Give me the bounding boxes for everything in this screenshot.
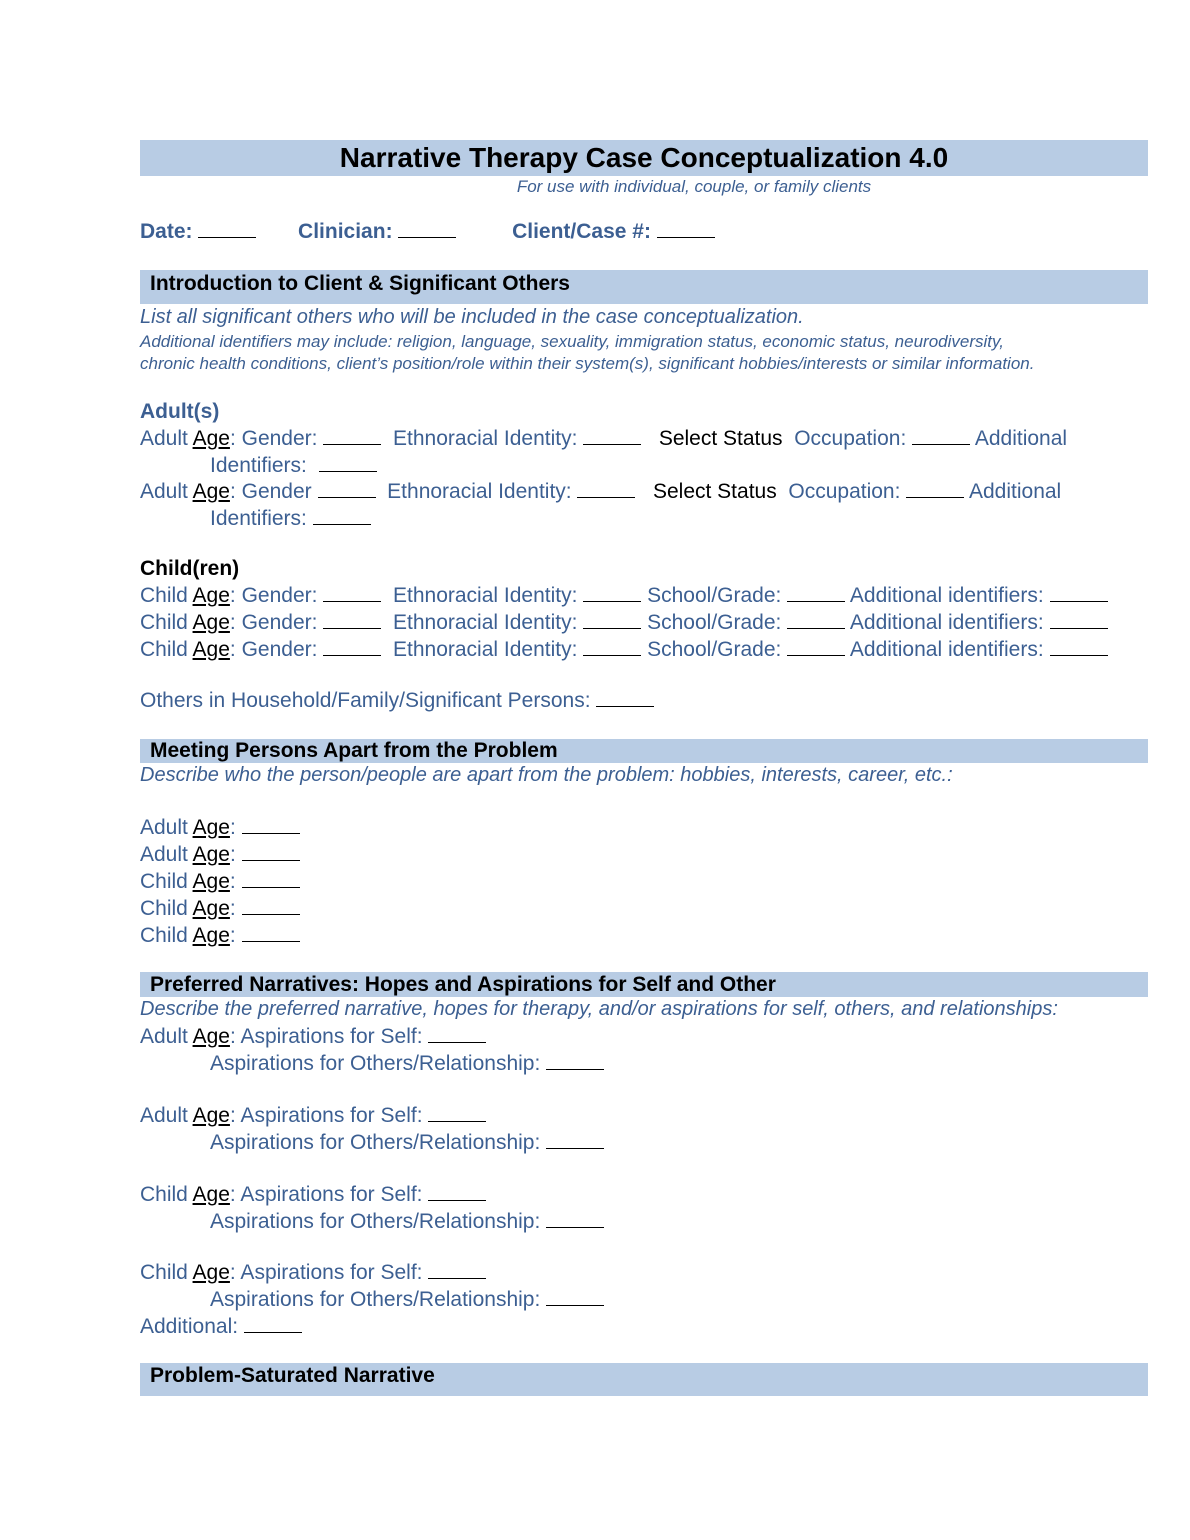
additional-label: Additional:	[140, 1315, 239, 1338]
preferred-row-2-others	[210, 1129, 604, 1156]
children-heading: Child(ren)	[140, 557, 240, 580]
clinician-label: Clinician:	[298, 220, 393, 243]
age-field[interactable]: Age	[192, 897, 230, 920]
document-subtitle: For use with individual, couple, or family clients	[516, 177, 872, 196]
self-field[interactable]	[428, 1182, 486, 1201]
colon: :	[229, 816, 236, 839]
intro-heading: Introduction to Client & Significant Others	[150, 272, 570, 295]
preferred-row-4-others	[210, 1286, 604, 1313]
others-label: Aspirations for Others/Relationship:	[210, 1131, 541, 1154]
self-field[interactable]	[428, 1260, 486, 1279]
row-label: Child	[140, 924, 188, 947]
apart-field[interactable]	[242, 923, 300, 942]
occupation-label: Occupation:	[794, 427, 907, 450]
case-field[interactable]	[657, 219, 715, 238]
age-field[interactable]: Age	[192, 638, 230, 661]
identifiers-field[interactable]	[319, 453, 377, 472]
row-label: Adult	[140, 1104, 188, 1127]
age-field[interactable]: Age	[192, 870, 230, 893]
others-field[interactable]	[546, 1130, 604, 1149]
header-fields	[140, 218, 715, 245]
colon: :	[229, 843, 236, 866]
ethno-label: Ethnoracial Identity:	[393, 427, 578, 450]
preferred-heading: Preferred Narratives: Hopes and Aspirations for Self and Other	[150, 973, 776, 996]
adult-label: Adult	[140, 480, 188, 503]
document-title: Narrative Therapy Case Conceptualization 4.0	[339, 142, 949, 173]
gender-label: : Gender:	[229, 584, 318, 607]
problem-heading: Problem-Saturated Narrative	[150, 1364, 435, 1387]
colon: :	[229, 897, 236, 920]
age-field[interactable]: Age	[192, 816, 230, 839]
gender-field[interactable]	[323, 637, 381, 656]
occupation-field[interactable]	[912, 426, 970, 445]
preferred-row-3	[140, 1181, 486, 1208]
additional-label: Additional identifiers:	[849, 611, 1044, 634]
others-field[interactable]	[546, 1209, 604, 1228]
preferred-row-1	[140, 1023, 486, 1050]
child-label: Child	[140, 611, 188, 634]
gender-field[interactable]	[323, 426, 381, 445]
preferred-row-1-others	[210, 1050, 604, 1077]
ethno-field[interactable]	[583, 583, 641, 602]
preferred-row-3-others	[210, 1208, 604, 1235]
status-select[interactable]: Select Status	[652, 480, 777, 503]
row-label: Adult	[140, 843, 188, 866]
ethno-field[interactable]	[583, 426, 641, 445]
school-field[interactable]	[787, 637, 845, 656]
self-label: : Aspirations for Self:	[229, 1183, 423, 1206]
occupation-field[interactable]	[906, 479, 964, 498]
preferred-row-4	[140, 1259, 486, 1286]
additional-field[interactable]	[1050, 583, 1108, 602]
others-label: Others in Household/Family/Significant Persons:	[140, 689, 591, 712]
gender-field[interactable]	[323, 583, 381, 602]
adult-row-1	[140, 425, 1067, 452]
others-field[interactable]	[596, 688, 654, 707]
school-label: School/Grade:	[647, 611, 782, 634]
colon: :	[229, 924, 236, 947]
self-label: : Aspirations for Self:	[229, 1025, 423, 1048]
child-label: Child	[140, 584, 188, 607]
preferred-additional-row	[140, 1313, 302, 1340]
ethno-field[interactable]	[577, 479, 635, 498]
row-label: Adult	[140, 816, 188, 839]
apart-field[interactable]	[242, 869, 300, 888]
age-field[interactable]: Age	[192, 1183, 230, 1206]
apart-prompt: Describe who the person/people are apart from the problem: hobbies, interests, career, etc.:	[140, 764, 953, 786]
age-field[interactable]: Age	[192, 1025, 230, 1048]
age-field[interactable]: Age	[192, 427, 230, 450]
apart-field[interactable]	[242, 896, 300, 915]
row-label: Child	[140, 897, 188, 920]
age-field[interactable]: Age	[192, 480, 230, 503]
gender-field[interactable]	[323, 610, 381, 629]
additional-field[interactable]	[1050, 610, 1108, 629]
adult-row-2-identifiers	[210, 505, 371, 532]
ethno-label: Ethnoracial Identity:	[393, 611, 578, 634]
gender-label: : Gender:	[229, 611, 318, 634]
identifiers-label: Identifiers:	[210, 507, 307, 530]
apart-row-2	[140, 841, 300, 868]
ethno-field[interactable]	[583, 637, 641, 656]
ethno-label: Ethnoracial Identity:	[387, 480, 572, 503]
case-label: Client/Case #:	[512, 220, 651, 243]
school-label: School/Grade:	[647, 584, 782, 607]
self-label: : Aspirations for Self:	[229, 1104, 423, 1127]
child-row-2	[140, 609, 1108, 636]
occupation-label: Occupation:	[788, 480, 901, 503]
additional-field[interactable]	[1050, 637, 1108, 656]
age-field[interactable]: Age	[192, 611, 230, 634]
age-field[interactable]: Age	[192, 1261, 230, 1284]
school-field[interactable]	[787, 583, 845, 602]
others-label: Aspirations for Others/Relationship:	[210, 1052, 541, 1075]
apart-row-1	[140, 814, 300, 841]
child-row-1	[140, 582, 1108, 609]
additional-field[interactable]	[244, 1314, 302, 1333]
intro-note-line2: chronic health conditions, client’s position/role within their system(s), significant hobbies/interests or similar information.	[140, 354, 1035, 373]
gender-label: : Gender:	[229, 638, 318, 661]
apart-field[interactable]	[242, 842, 300, 861]
others-field[interactable]	[546, 1287, 604, 1306]
additional-label: Additional identifiers:	[849, 584, 1044, 607]
apart-row-3	[140, 868, 300, 895]
preferred-row-2	[140, 1102, 486, 1129]
ethno-label: Ethnoracial Identity:	[393, 638, 578, 661]
adult-row-2	[140, 478, 1061, 505]
date-field[interactable]	[198, 219, 256, 238]
clinician-field[interactable]	[398, 219, 456, 238]
identifiers-label: Identifiers:	[210, 454, 307, 477]
colon: :	[229, 870, 236, 893]
gender-label: : Gender:	[229, 427, 318, 450]
apart-field[interactable]	[242, 815, 300, 834]
school-label: School/Grade:	[647, 638, 782, 661]
row-label: Child	[140, 1183, 188, 1206]
self-field[interactable]	[428, 1024, 486, 1043]
apart-heading: Meeting Persons Apart from the Problem	[150, 739, 558, 762]
ethno-label: Ethnoracial Identity:	[393, 584, 578, 607]
age-field[interactable]: Age	[192, 1104, 230, 1127]
age-field[interactable]: Age	[192, 584, 230, 607]
row-label: Child	[140, 870, 188, 893]
ethno-field[interactable]	[583, 610, 641, 629]
intro-note-line1: Additional identifiers may include: religion, language, sexuality, immigration status, economic status, neurodiversity,	[140, 332, 1004, 351]
age-field[interactable]: Age	[192, 924, 230, 947]
adult-row-1-identifiers	[210, 452, 377, 479]
status-select[interactable]: Select Status	[658, 427, 783, 450]
additional-label: Additional	[974, 427, 1068, 450]
others-field[interactable]	[546, 1051, 604, 1070]
row-label: Child	[140, 1261, 188, 1284]
intro-prompt: List all significant others who will be included in the case conceptualization.	[140, 306, 804, 328]
school-field[interactable]	[787, 610, 845, 629]
self-label: : Aspirations for Self:	[229, 1261, 423, 1284]
self-field[interactable]	[428, 1103, 486, 1122]
child-label: Child	[140, 638, 188, 661]
others-row	[140, 687, 654, 714]
others-label: Aspirations for Others/Relationship:	[210, 1210, 541, 1233]
child-row-3	[140, 636, 1108, 663]
date-label: Date:	[140, 220, 193, 243]
gender-label: : Gender	[229, 480, 312, 503]
apart-row-4	[140, 895, 300, 922]
adults-heading: Adult(s)	[140, 400, 220, 423]
others-label: Aspirations for Others/Relationship:	[210, 1288, 541, 1311]
preferred-prompt: Describe the preferred narrative, hopes for therapy, and/or aspirations for self, others, and relationships:	[140, 998, 1058, 1020]
adult-label: Adult	[140, 427, 188, 450]
additional-label: Additional identifiers:	[849, 638, 1044, 661]
identifiers-field[interactable]	[313, 506, 371, 525]
row-label: Adult	[140, 1025, 188, 1048]
age-field[interactable]: Age	[192, 843, 230, 866]
apart-row-5	[140, 922, 300, 949]
gender-field[interactable]	[318, 479, 376, 498]
additional-label: Additional	[968, 480, 1062, 503]
